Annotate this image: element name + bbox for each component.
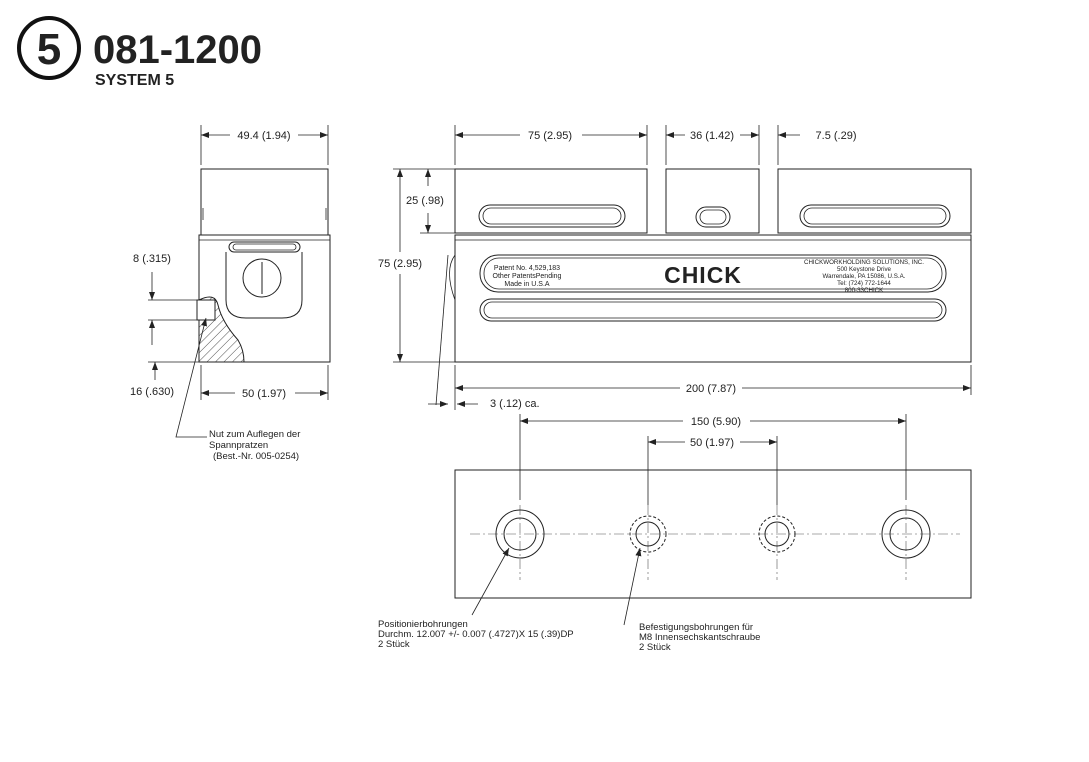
dim-inner-holes: 50 (1.97) xyxy=(689,437,735,449)
jaw-middle xyxy=(666,169,759,233)
dim-total-length: 200 (7.87) xyxy=(685,383,737,395)
side-note-line-1: Nut zum Auflegen der xyxy=(209,429,301,440)
dim-jaw-left: 75 (2.95) xyxy=(527,130,573,142)
plate-patent-3: Made in U.S.A xyxy=(504,281,550,288)
dim-slot-depth: 16 (.630) xyxy=(129,386,175,398)
dim-jaw-right: 7.5 (.29) xyxy=(815,130,857,142)
plate-patent-2: Other PatentsPending xyxy=(492,273,562,280)
system-label: SYSTEM 5 xyxy=(95,72,175,89)
mounting-note-1: Befestigungsbohrungen für xyxy=(639,622,754,633)
dim-slot-height: 8 (.315) xyxy=(133,253,171,265)
plate-company-5: 800-33CHICK xyxy=(844,287,884,294)
dim-bottom-width: 50 (1.97) xyxy=(241,388,287,400)
front-view xyxy=(378,125,971,410)
jaw-left xyxy=(455,169,647,233)
plate-company-4: Tel: (724) 772-1644 xyxy=(837,280,891,287)
mounting-note-3: 2 Stück xyxy=(639,642,671,653)
plate-patent-1: Patent No. 4,529,183 xyxy=(493,265,561,272)
brand-logo: CHICK xyxy=(664,262,742,288)
badge-number: 5 xyxy=(36,25,62,74)
mounting-note-2: M8 Innensechskantschraube xyxy=(639,632,761,643)
plate-company-1: CHICKWORKHOLDING SOLUTIONS, INC. xyxy=(804,259,924,266)
side-upper-block xyxy=(201,169,328,235)
dim-top-width: 49.4 (1.94) xyxy=(237,130,291,142)
jaw-right xyxy=(778,169,971,233)
dim-total-height: 75 (2.95) xyxy=(377,258,423,270)
header xyxy=(19,18,262,89)
plate-company-2: 500 Keystone Drive xyxy=(837,266,891,273)
dim-outer-holes: 150 (5.90) xyxy=(690,416,742,428)
side-note-line-2: Spannpratzen xyxy=(209,440,269,451)
side-view xyxy=(130,125,330,462)
plate-company-3: Warrendale, PA 15086, U.S.A. xyxy=(822,273,906,280)
positioning-note-3: 2 Stück xyxy=(378,639,410,650)
side-bracket xyxy=(226,252,302,318)
part-number: 081-1200 xyxy=(93,28,263,72)
positioning-note-1: Positionierbohrungen xyxy=(378,619,468,630)
side-note-line-3: (Best.-Nr. 005-0254) xyxy=(213,451,300,462)
dim-jaw-height: 25 (.98) xyxy=(406,195,444,207)
positioning-note-2: Durchm. 12.007 +/- 0.007 (.4727)X 15 (.39)DP xyxy=(378,629,574,640)
dim-jaw-middle: 36 (1.42) xyxy=(689,130,735,142)
bottom-view xyxy=(378,414,971,653)
dim-offset: 3 (.12) ca. xyxy=(490,398,540,410)
